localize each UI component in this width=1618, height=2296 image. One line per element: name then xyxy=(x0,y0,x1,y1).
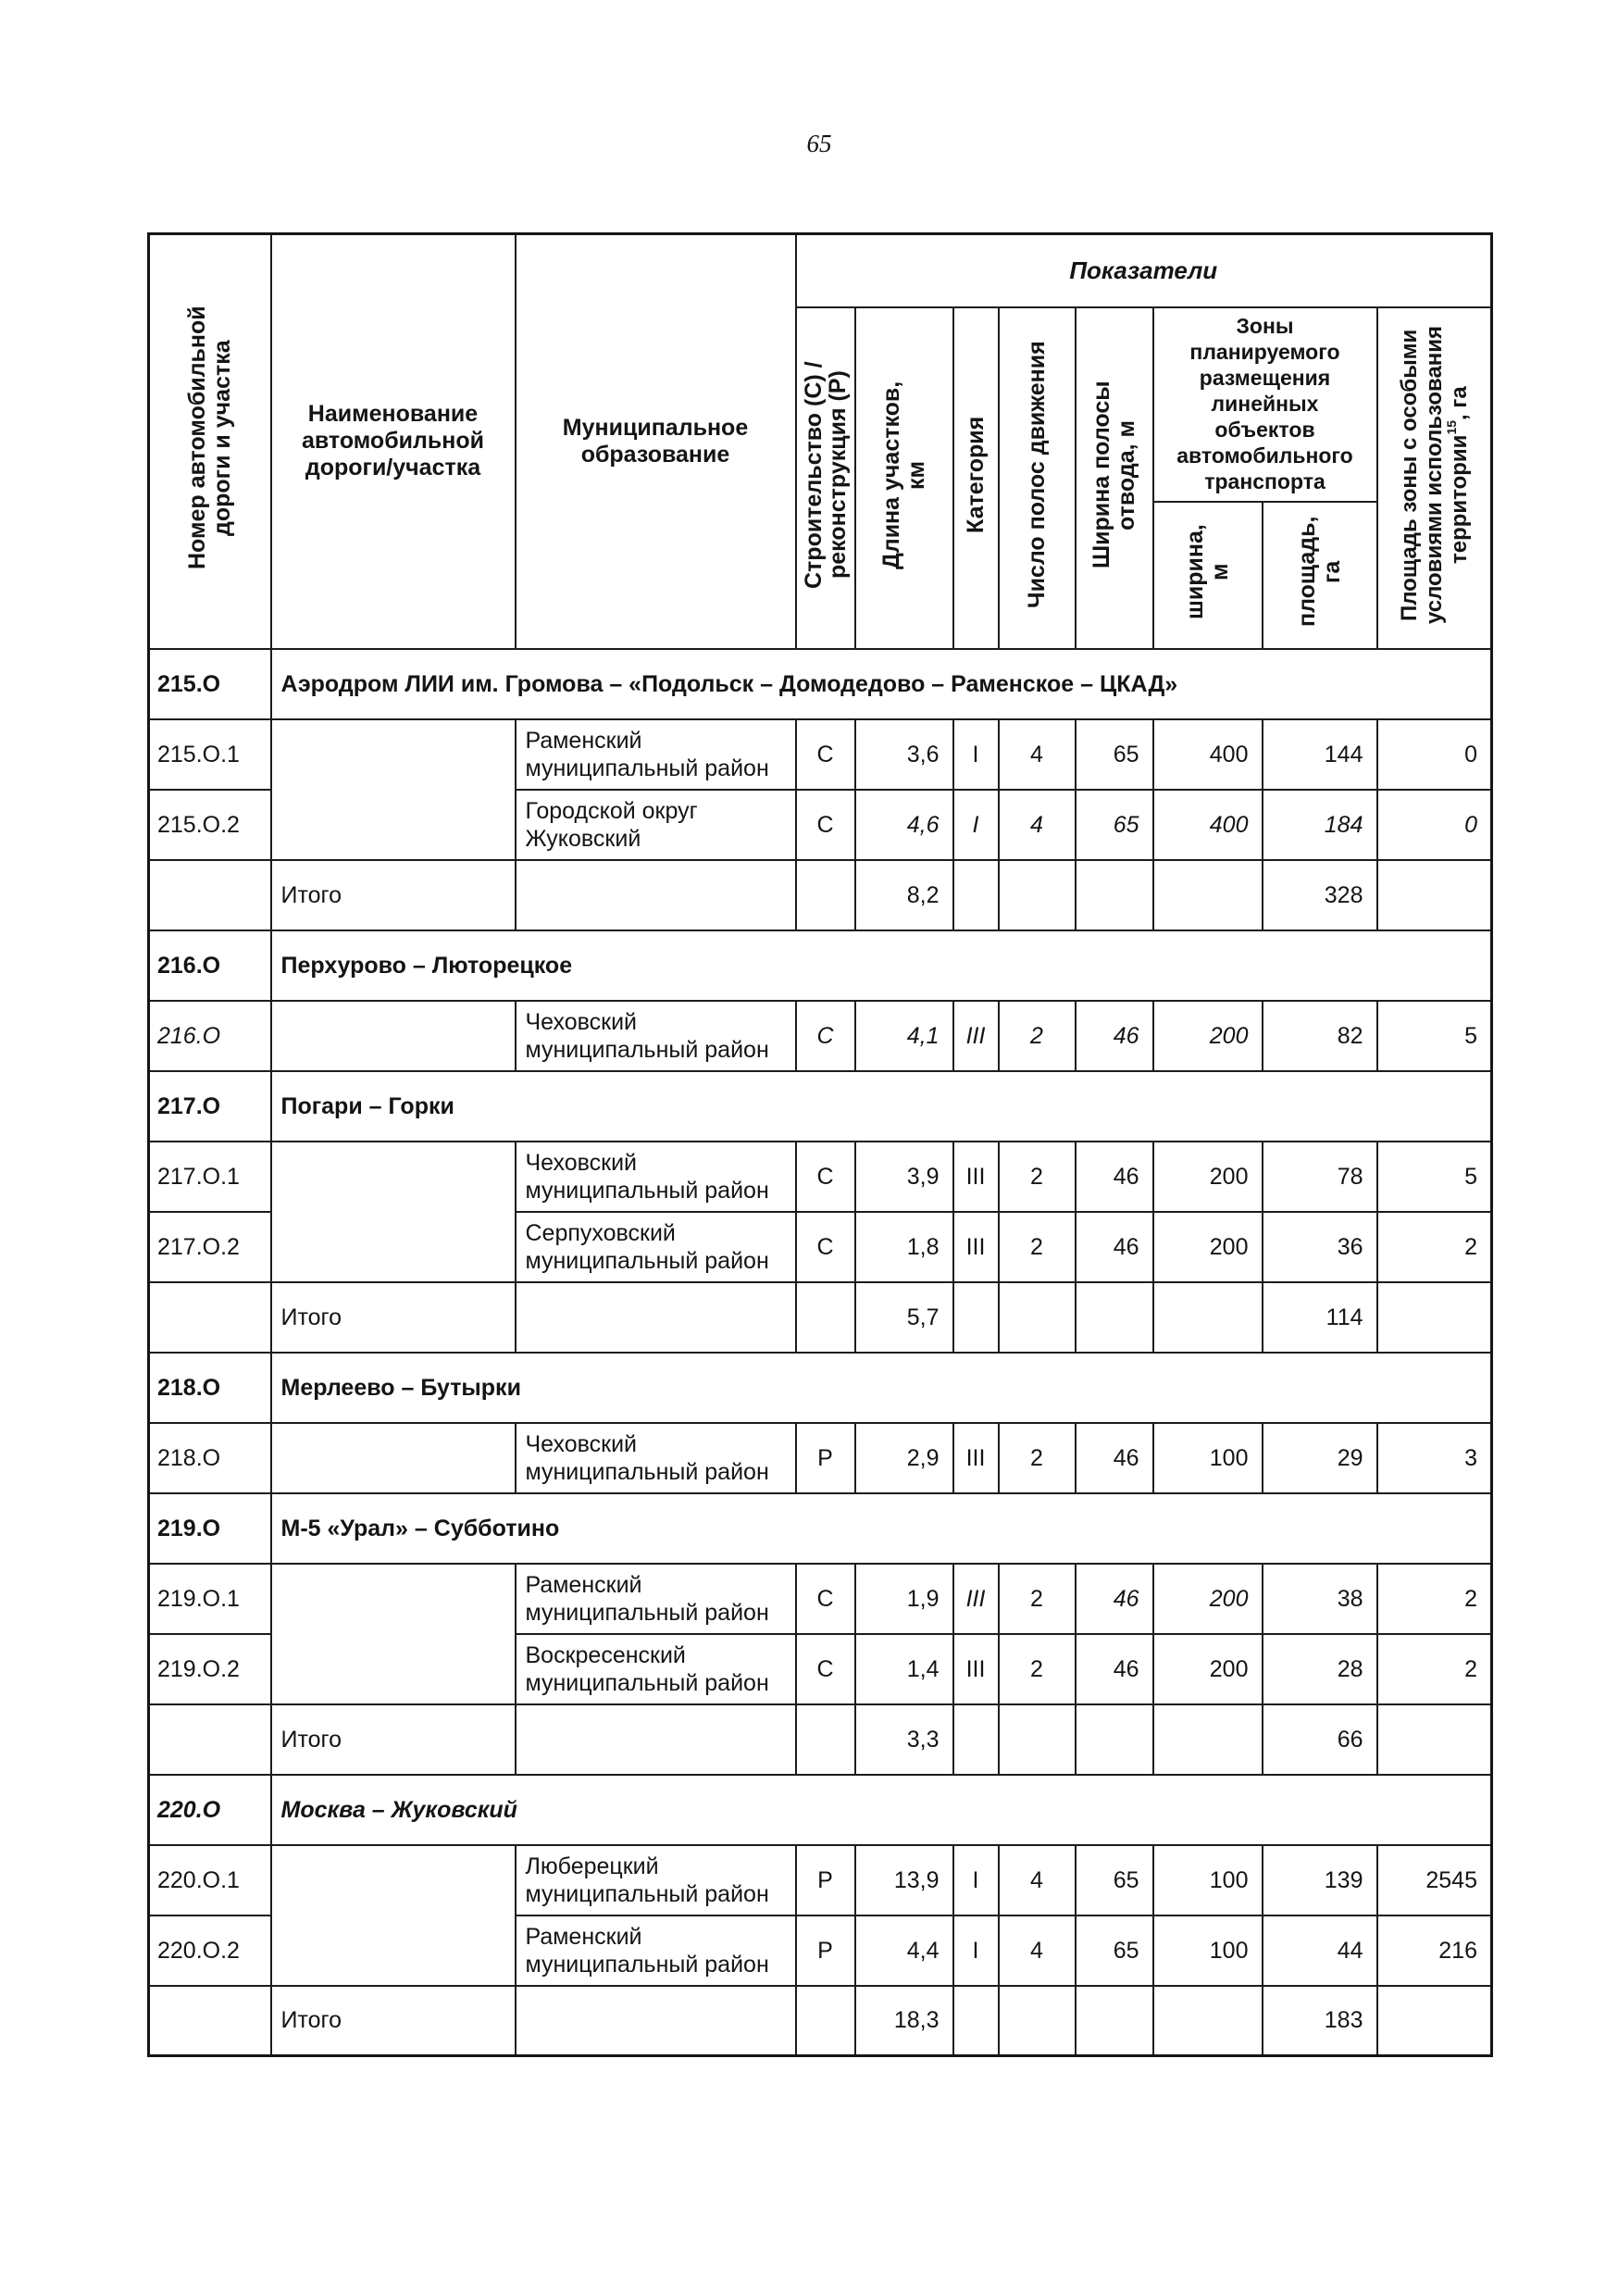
right-of-way-width-value: 65 xyxy=(1076,1915,1153,1986)
roads-table xyxy=(147,232,1493,2057)
header-length xyxy=(855,307,953,649)
total-special-zone-area-empty-cell xyxy=(1377,1704,1492,1775)
table-header xyxy=(149,234,1492,649)
road-name: Москва – Жуковский xyxy=(271,1775,1492,1845)
total-municipality-empty-cell xyxy=(516,1704,796,1775)
lanes-value: 4 xyxy=(999,719,1076,790)
special-zone-area-value: 3 xyxy=(1377,1423,1492,1493)
header-road-name: Наименование автомобильной дороги/участка xyxy=(271,234,516,649)
construction-value: С xyxy=(796,719,855,790)
total-construction-empty-cell xyxy=(796,1282,855,1353)
total-row xyxy=(149,1986,1492,2056)
header-lanes-label: Число полос движения xyxy=(1023,341,1050,608)
road-group-row xyxy=(149,1493,1492,1564)
section-number: 217.О.2 xyxy=(149,1212,271,1282)
total-zone-area-value: 328 xyxy=(1263,860,1377,930)
total-right-of-way-width-empty-cell xyxy=(1076,860,1153,930)
length-value: 4,4 xyxy=(855,1915,953,1986)
municipality: Люберецкий муниципальный район xyxy=(516,1845,796,1915)
zone-width-value: 200 xyxy=(1153,1212,1263,1282)
footnote-marker: 15 xyxy=(1443,419,1459,434)
category-value: III xyxy=(953,1142,999,1212)
header-zones-label: Зоны планируемого размещения линейных объектов автомобильного транспорта xyxy=(1176,314,1353,493)
page-number: 65 xyxy=(806,130,832,157)
lanes-value: 2 xyxy=(999,1634,1076,1704)
road-group-row xyxy=(149,1775,1492,1845)
road-group-row xyxy=(149,1353,1492,1423)
municipality: Чеховский муниципальный район xyxy=(516,1001,796,1071)
right-of-way-width-value: 46 xyxy=(1076,1001,1153,1071)
municipality: Раменский муниципальный район xyxy=(516,1564,796,1634)
construction-value: Р xyxy=(796,1845,855,1915)
zone-width-value: 200 xyxy=(1153,1564,1263,1634)
construction-value: С xyxy=(796,1212,855,1282)
road-group-row xyxy=(149,649,1492,719)
lanes-value: 2 xyxy=(999,1001,1076,1071)
total-number-empty-cell xyxy=(149,860,271,930)
header-construction-label: Строительство (С) / реконструкция (Р) xyxy=(800,360,851,589)
municipality: Чеховский муниципальный район xyxy=(516,1142,796,1212)
header-lanes xyxy=(999,307,1076,649)
header-right-of-way-width xyxy=(1076,307,1153,649)
header-category xyxy=(953,307,999,649)
construction-value: С xyxy=(796,1564,855,1634)
right-of-way-width-value: 46 xyxy=(1076,1634,1153,1704)
road-name: Аэродром ЛИИ им. Громова – «Подольск – Домодедово – Раменское – ЦКАД» xyxy=(271,649,1492,719)
zone-area-value: 139 xyxy=(1263,1845,1377,1915)
total-row xyxy=(149,860,1492,930)
header-zone-area xyxy=(1263,502,1377,649)
road-name-empty-cell xyxy=(271,1423,516,1493)
road-number: 216.О xyxy=(149,930,271,1001)
zone-area-value: 38 xyxy=(1263,1564,1377,1634)
special-zone-area-value: 0 xyxy=(1377,790,1492,860)
length-value: 4,6 xyxy=(855,790,953,860)
total-category-empty-cell xyxy=(953,1986,999,2056)
special-zone-area-value: 2545 xyxy=(1377,1845,1492,1915)
category-value: III xyxy=(953,1212,999,1282)
zone-width-value: 400 xyxy=(1153,719,1263,790)
total-right-of-way-width-empty-cell xyxy=(1076,1986,1153,2056)
right-of-way-width-value: 46 xyxy=(1076,1564,1153,1634)
lanes-value: 4 xyxy=(999,790,1076,860)
right-of-way-width-value: 65 xyxy=(1076,1845,1153,1915)
road-group-row xyxy=(149,1071,1492,1142)
road-name-empty-cell xyxy=(271,1564,516,1704)
length-value: 4,1 xyxy=(855,1001,953,1071)
total-zone-area-value: 66 xyxy=(1263,1704,1377,1775)
total-category-empty-cell xyxy=(953,1704,999,1775)
section-row xyxy=(149,1423,1492,1493)
total-label: Итого xyxy=(271,1282,516,1353)
header-special-zone-area-text: Площадь зоны с особыми условиями использования территории xyxy=(1396,325,1472,624)
zone-width-value: 100 xyxy=(1153,1915,1263,1986)
header-road-number-label: Номер автомобильной дороги и участка xyxy=(183,306,235,570)
section-number: 215.О.2 xyxy=(149,790,271,860)
municipality: Раменский муниципальный район xyxy=(516,1915,796,1986)
total-right-of-way-width-empty-cell xyxy=(1076,1282,1153,1353)
total-length-value: 5,7 xyxy=(855,1282,953,1353)
road-name: Погари – Горки xyxy=(271,1071,1492,1142)
length-value: 13,9 xyxy=(855,1845,953,1915)
road-number: 218.О xyxy=(149,1353,271,1423)
zone-area-value: 44 xyxy=(1263,1915,1377,1986)
special-zone-area-value: 216 xyxy=(1377,1915,1492,1986)
total-row xyxy=(149,1282,1492,1353)
zone-area-value: 29 xyxy=(1263,1423,1377,1493)
total-row xyxy=(149,1704,1492,1775)
total-zone-width-empty-cell xyxy=(1153,860,1263,930)
total-length-value: 3,3 xyxy=(855,1704,953,1775)
section-number: 216.О xyxy=(149,1001,271,1071)
total-label: Итого xyxy=(271,860,516,930)
total-special-zone-area-empty-cell xyxy=(1377,860,1492,930)
length-value: 1,8 xyxy=(855,1212,953,1282)
total-number-empty-cell xyxy=(149,1282,271,1353)
section-number: 217.О.1 xyxy=(149,1142,271,1212)
special-zone-area-value: 0 xyxy=(1377,719,1492,790)
category-value: I xyxy=(953,1845,999,1915)
section-row xyxy=(149,1845,1492,1915)
total-construction-empty-cell xyxy=(796,860,855,930)
road-name-empty-cell xyxy=(271,1845,516,1986)
zone-area-value: 144 xyxy=(1263,719,1377,790)
total-number-empty-cell xyxy=(149,1986,271,2056)
total-length-value: 18,3 xyxy=(855,1986,953,2056)
category-value: III xyxy=(953,1001,999,1071)
total-lanes-empty-cell xyxy=(999,1282,1076,1353)
construction-value: Р xyxy=(796,1915,855,1986)
road-group-row xyxy=(149,930,1492,1001)
municipality: Воскресенский муниципальный район xyxy=(516,1634,796,1704)
total-lanes-empty-cell xyxy=(999,1986,1076,2056)
lanes-value: 4 xyxy=(999,1915,1076,1986)
total-label: Итого xyxy=(271,1704,516,1775)
right-of-way-width-value: 46 xyxy=(1076,1423,1153,1493)
construction-value: С xyxy=(796,1634,855,1704)
total-zone-width-empty-cell xyxy=(1153,1704,1263,1775)
length-value: 1,9 xyxy=(855,1564,953,1634)
lanes-value: 2 xyxy=(999,1423,1076,1493)
length-value: 3,6 xyxy=(855,719,953,790)
section-number: 218.О xyxy=(149,1423,271,1493)
road-name: М-5 «Урал» – Субботино xyxy=(271,1493,1492,1564)
lanes-value: 2 xyxy=(999,1142,1076,1212)
special-zone-area-value: 5 xyxy=(1377,1142,1492,1212)
total-construction-empty-cell xyxy=(796,1986,855,2056)
right-of-way-width-value: 65 xyxy=(1076,719,1153,790)
road-name-empty-cell xyxy=(271,1001,516,1071)
road-name-empty-cell xyxy=(271,1142,516,1282)
total-lanes-empty-cell xyxy=(999,1704,1076,1775)
header-right-of-way-width-label: Ширина полосы отвода, м xyxy=(1088,381,1139,568)
total-municipality-empty-cell xyxy=(516,1282,796,1353)
total-category-empty-cell xyxy=(953,1282,999,1353)
section-number: 219.О.1 xyxy=(149,1564,271,1634)
right-of-way-width-value: 46 xyxy=(1076,1212,1153,1282)
total-zone-area-value: 183 xyxy=(1263,1986,1377,2056)
special-zone-area-value: 2 xyxy=(1377,1634,1492,1704)
zone-width-value: 100 xyxy=(1153,1845,1263,1915)
road-name: Мерлеево – Бутырки xyxy=(271,1353,1492,1423)
road-name-empty-cell xyxy=(271,719,516,860)
category-value: III xyxy=(953,1634,999,1704)
total-right-of-way-width-empty-cell xyxy=(1076,1704,1153,1775)
special-zone-area-value: 5 xyxy=(1377,1001,1492,1071)
zone-width-value: 200 xyxy=(1153,1142,1263,1212)
section-number: 220.О.2 xyxy=(149,1915,271,1986)
road-name: Перхурово – Люторецкое xyxy=(271,930,1492,1001)
header-length-label: Длина участков, км xyxy=(877,380,929,569)
total-construction-empty-cell xyxy=(796,1704,855,1775)
header-category-label: Категория xyxy=(962,416,989,533)
section-row xyxy=(149,719,1492,790)
length-value: 2,9 xyxy=(855,1423,953,1493)
zone-area-value: 78 xyxy=(1263,1142,1377,1212)
length-value: 3,9 xyxy=(855,1142,953,1212)
header-special-zone-area xyxy=(1377,307,1492,649)
total-zone-width-empty-cell xyxy=(1153,1282,1263,1353)
header-special-zone-area-unit: , га xyxy=(1446,385,1472,420)
municipality: Серпуховский муниципальный район xyxy=(516,1212,796,1282)
road-number: 217.О xyxy=(149,1071,271,1142)
total-zone-width-empty-cell xyxy=(1153,1986,1263,2056)
municipality: Раменский муниципальный район xyxy=(516,719,796,790)
total-zone-area-value: 114 xyxy=(1263,1282,1377,1353)
header-special-zone-area-label xyxy=(1397,313,1472,637)
zone-width-value: 400 xyxy=(1153,790,1263,860)
total-number-empty-cell xyxy=(149,1704,271,1775)
section-number: 219.О.2 xyxy=(149,1634,271,1704)
municipality: Городской округ Жуковский xyxy=(516,790,796,860)
total-special-zone-area-empty-cell xyxy=(1377,1282,1492,1353)
total-municipality-empty-cell xyxy=(516,860,796,930)
right-of-way-width-value: 46 xyxy=(1076,1142,1153,1212)
road-number: 219.О xyxy=(149,1493,271,1564)
construction-value: С xyxy=(796,1142,855,1212)
construction-value: Р xyxy=(796,1423,855,1493)
section-number: 215.О.1 xyxy=(149,719,271,790)
header-construction xyxy=(796,307,855,649)
construction-value: С xyxy=(796,790,855,860)
header-zone-width xyxy=(1153,502,1263,649)
total-category-empty-cell xyxy=(953,860,999,930)
special-zone-area-value: 2 xyxy=(1377,1212,1492,1282)
zone-width-value: 200 xyxy=(1153,1001,1263,1071)
header-zone-area-label: площадь, га xyxy=(1293,516,1345,628)
category-value: I xyxy=(953,719,999,790)
road-number: 220.О xyxy=(149,1775,271,1845)
total-municipality-empty-cell xyxy=(516,1986,796,2056)
road-number: 215.О xyxy=(149,649,271,719)
municipality: Чеховский муниципальный район xyxy=(516,1423,796,1493)
category-value: I xyxy=(953,790,999,860)
zone-area-value: 28 xyxy=(1263,1634,1377,1704)
category-value: III xyxy=(953,1564,999,1634)
section-row xyxy=(149,1142,1492,1212)
total-lanes-empty-cell xyxy=(999,860,1076,930)
category-value: I xyxy=(953,1915,999,1986)
zone-area-value: 82 xyxy=(1263,1001,1377,1071)
zone-width-value: 100 xyxy=(1153,1423,1263,1493)
total-special-zone-area-empty-cell xyxy=(1377,1986,1492,2056)
header-zone-width-label: ширина, м xyxy=(1181,524,1233,619)
length-value: 1,4 xyxy=(855,1634,953,1704)
lanes-value: 4 xyxy=(999,1845,1076,1915)
header-zones xyxy=(1153,307,1377,502)
section-number: 220.О.1 xyxy=(149,1845,271,1915)
header-indicators: Показатели xyxy=(796,234,1492,307)
header-road-number xyxy=(149,234,271,649)
lanes-value: 2 xyxy=(999,1564,1076,1634)
section-row xyxy=(149,1564,1492,1634)
table-body xyxy=(149,649,1492,2056)
total-label: Итого xyxy=(271,1986,516,2056)
right-of-way-width-value: 65 xyxy=(1076,790,1153,860)
lanes-value: 2 xyxy=(999,1212,1076,1282)
section-row xyxy=(149,1001,1492,1071)
total-length-value: 8,2 xyxy=(855,860,953,930)
zone-area-value: 36 xyxy=(1263,1212,1377,1282)
special-zone-area-value: 2 xyxy=(1377,1564,1492,1634)
construction-value: С xyxy=(796,1001,855,1071)
zone-width-value: 200 xyxy=(1153,1634,1263,1704)
zone-area-value: 184 xyxy=(1263,790,1377,860)
header-municipality: Муниципальное образование xyxy=(516,234,796,649)
category-value: III xyxy=(953,1423,999,1493)
